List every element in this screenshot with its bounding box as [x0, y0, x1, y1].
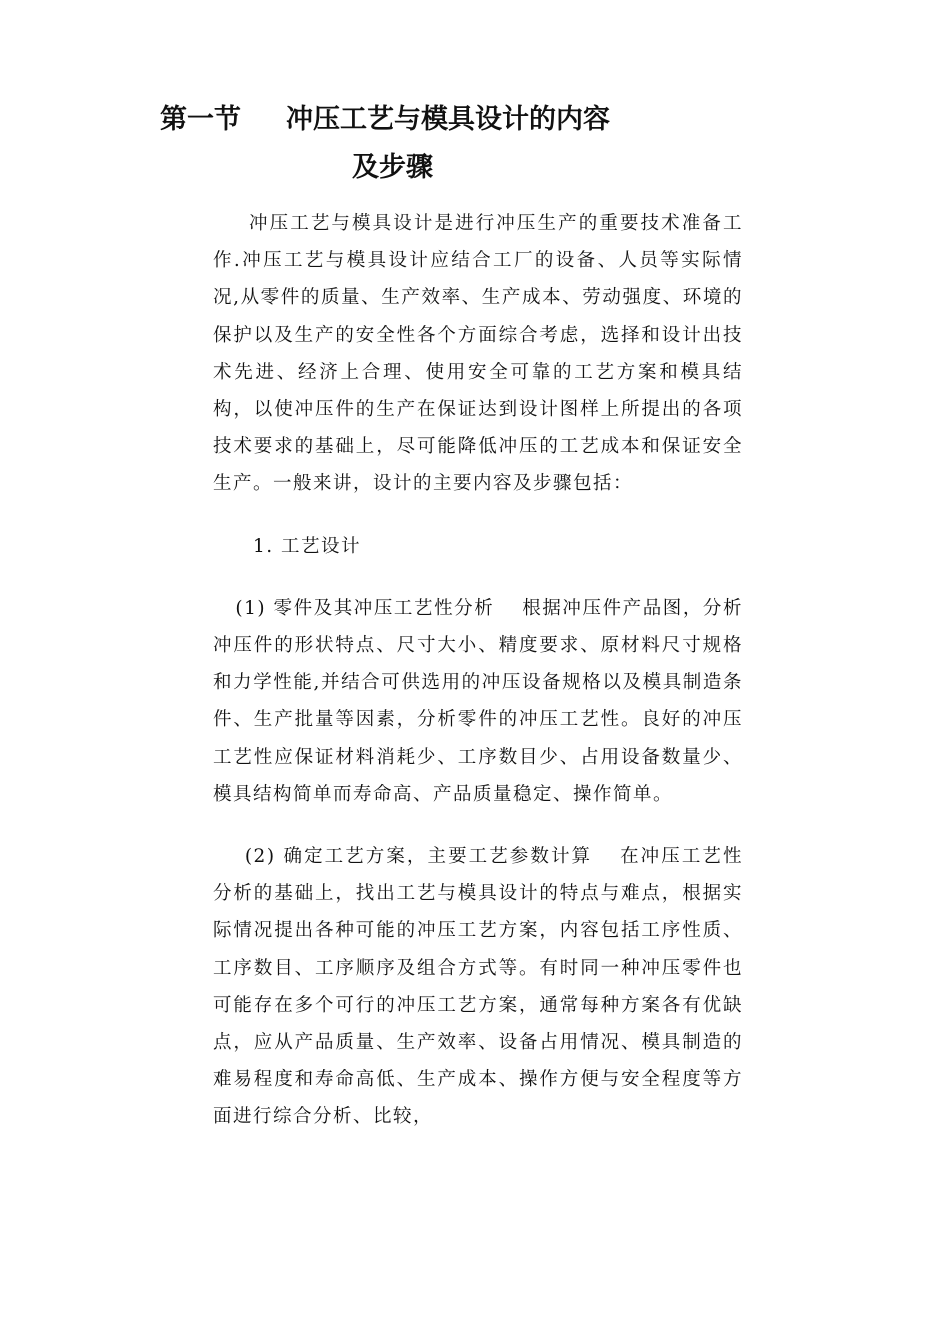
- subsection-1: [213, 590, 743, 813]
- intro-paragraph: 冲压工艺与模具设计是进行冲压生产的重要技术准备工作.冲压工艺与模具设计应结合工厂的设备、人员等实际情况,从零件的质量、生产效率、生产成本、劳动强度、环境的保护以及生产的安全性各个方面综合考虑，选择和设计出技术先进、经济上合理、使用安全可靠的工艺方案和模具结构，以使冲压件的生产在保证达到设计图样上所提出的各项技术要求的基础上，尽可能降低冲压的工艺成本和保证安全生产。一般来讲，设计的主要内容及步骤包括：: [213, 213, 743, 495]
- section-number: 第一节: [160, 104, 241, 135]
- subsection-2-text: 在冲压工艺性分析的基础上，找出工艺与模具设计的特点与难点，根据实际情况提出各种可能的冲压工艺方案，内容包括工序性质、工序数目、工序顺序及组合方式等。有时同一种冲压零件也可能存在多个可行的冲压工艺方案，通常每种方案各有优缺点，应从产品质量、生产效率、设备占用情况、模具制造的难易程度和寿命高低、生产成本、操作方便与安全程度等方面进行综合分析、比较，: [213, 846, 743, 1128]
- subsection-1-text: 根据冲压件产品图，分析冲压件的形状特点、尺寸大小、精度要求、原材料尺寸规格和力学性能,并结合可供选用的冲压设备规格以及模具制造条件、生产批量等因素，分析零件的冲压工艺性。良好的冲压工艺性应保证材料消耗少、工序数目少、占用设备数量少、模具结构简单而寿命高、产品质量稳定、操作简单。: [213, 597, 743, 805]
- subsection-1-label: (1) 零件及其冲压工艺性分析: [235, 597, 495, 619]
- section-title: 冲压工艺与模具设计的内容: [286, 104, 610, 135]
- subsection-2-label: (2) 确定工艺方案，主要工艺参数计算: [244, 846, 593, 868]
- heading-line-1: [160, 96, 780, 144]
- item-1-title: 1. 工艺设计: [253, 535, 362, 557]
- subsection-2: [213, 838, 743, 1136]
- body-text: [213, 205, 743, 1136]
- section-title-continued: 及步骤: [352, 152, 433, 183]
- section-heading: [160, 96, 780, 192]
